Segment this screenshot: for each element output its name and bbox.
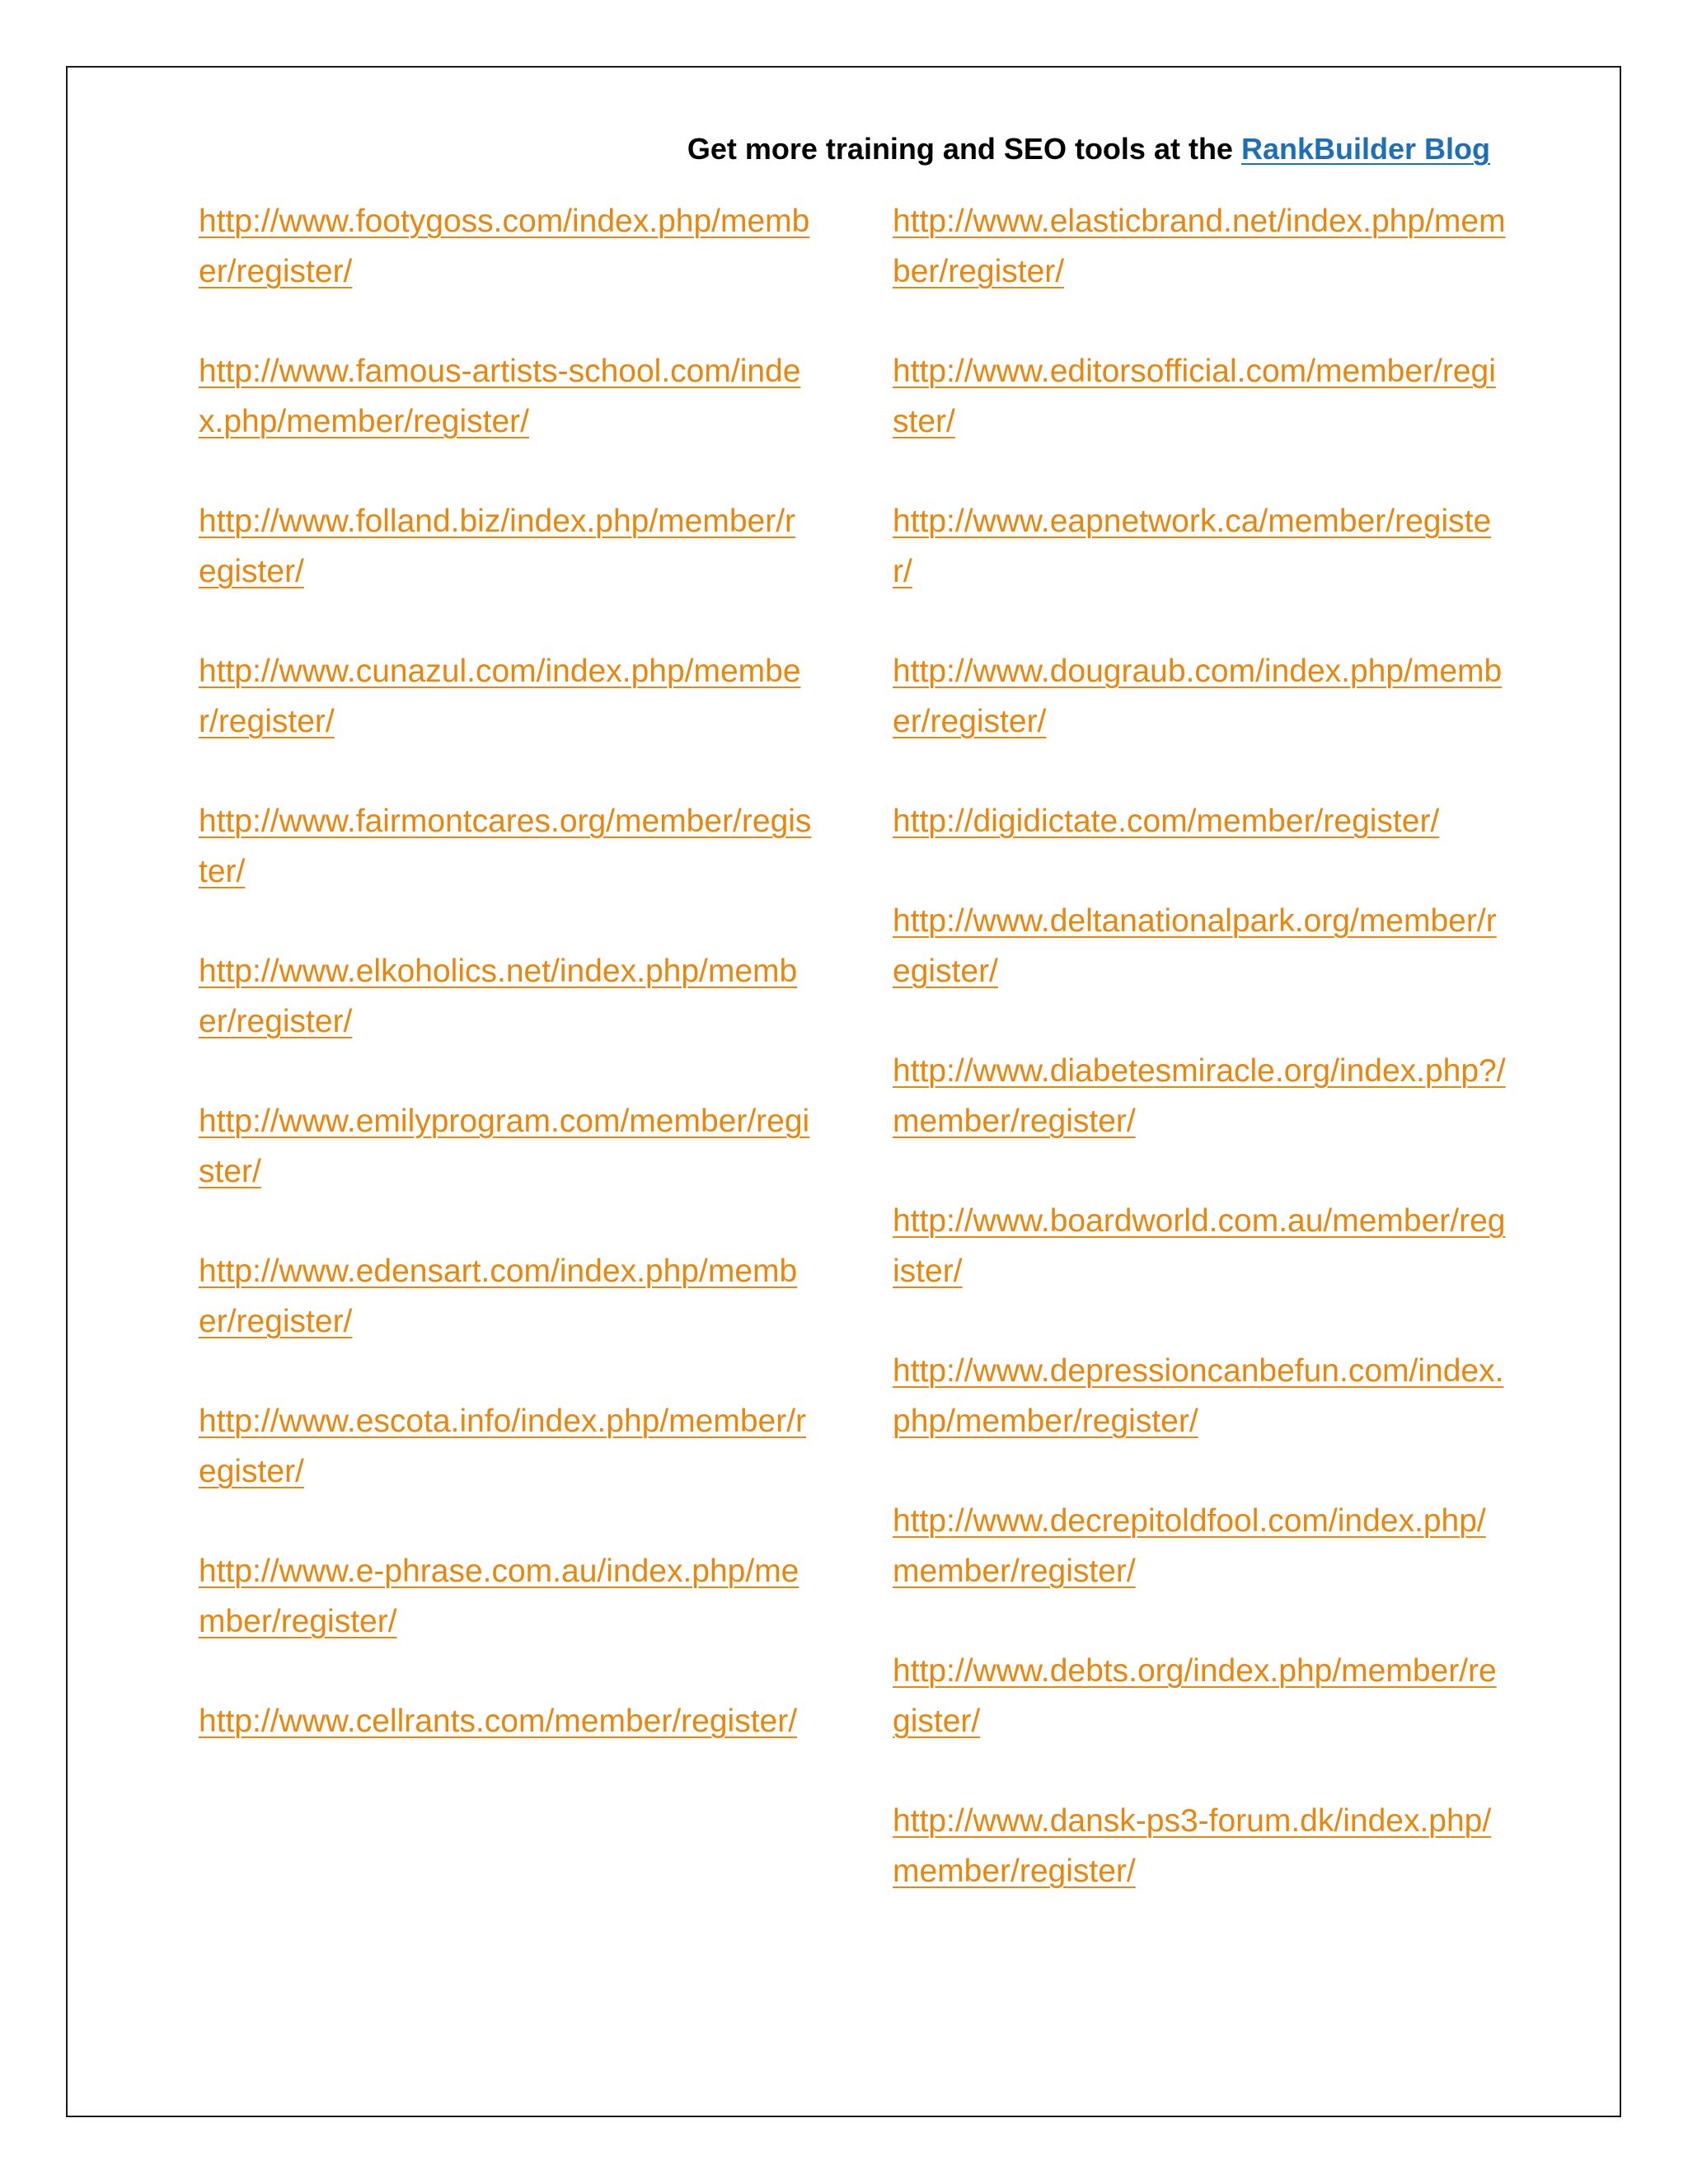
rankbuilder-blog-link[interactable]: RankBuilder Blog bbox=[1240, 132, 1490, 166]
url-link[interactable]: http://digidictate.com/member/register/ bbox=[893, 804, 1440, 839]
url-link[interactable]: http://www.eapnetwork.ca/member/register/ bbox=[893, 504, 1492, 589]
right-url-column bbox=[893, 196, 1507, 1946]
url-link[interactable]: http://www.edensart.com/index.php/member/register/ bbox=[199, 1254, 798, 1339]
url-link[interactable]: http://www.fairmontcares.org/member/register/ bbox=[199, 804, 812, 889]
url-link[interactable]: http://www.editorsofficial.com/member/register/ bbox=[893, 354, 1496, 439]
url-link[interactable]: http://www.footygoss.com/index.php/member/register/ bbox=[199, 204, 810, 289]
url-link[interactable]: http://www.boardworld.com.au/member/register/ bbox=[893, 1203, 1506, 1289]
url-link[interactable]: http://www.deltanationalpark.org/member/register/ bbox=[893, 903, 1497, 989]
url-link[interactable]: http://www.elasticbrand.net/index.php/member/register/ bbox=[893, 204, 1506, 289]
url-link[interactable]: http://www.emilyprogram.com/member/register/ bbox=[199, 1104, 810, 1189]
url-link[interactable]: http://www.elkoholics.net/index.php/member/register/ bbox=[199, 954, 798, 1039]
url-link[interactable]: http://www.debts.org/index.php/member/register/ bbox=[893, 1653, 1497, 1739]
left-url-column bbox=[199, 196, 813, 1796]
url-link[interactable]: http://www.decrepitoldfool.com/index.php/member/register/ bbox=[893, 1503, 1486, 1589]
url-link[interactable]: http://www.famous-artists-school.com/index.php/member/register/ bbox=[199, 354, 801, 439]
url-link[interactable]: http://www.dougraub.com/index.php/member/register/ bbox=[893, 654, 1503, 739]
header-line bbox=[198, 128, 1490, 171]
url-link[interactable]: http://www.folland.biz/index.php/member/register/ bbox=[199, 504, 796, 589]
url-link[interactable]: http://www.dansk-ps3-forum.dk/index.php/member/register/ bbox=[893, 1803, 1492, 1889]
url-link[interactable]: http://www.escota.info/index.php/member/register/ bbox=[199, 1404, 807, 1489]
url-link[interactable]: http://www.diabetesmiracle.org/index.php?/member/register/ bbox=[893, 1053, 1506, 1139]
url-link[interactable]: http://www.e-phrase.com.au/index.php/member/register/ bbox=[199, 1554, 799, 1639]
url-link[interactable]: http://www.cunazul.com/index.php/member/register/ bbox=[199, 654, 801, 739]
url-link[interactable]: http://www.cellrants.com/member/register/ bbox=[199, 1704, 798, 1739]
header-text: Get more training and SEO tools at the bbox=[687, 132, 1241, 166]
url-link[interactable]: http://www.depressioncanbefun.com/index.php/member/register/ bbox=[893, 1353, 1504, 1439]
